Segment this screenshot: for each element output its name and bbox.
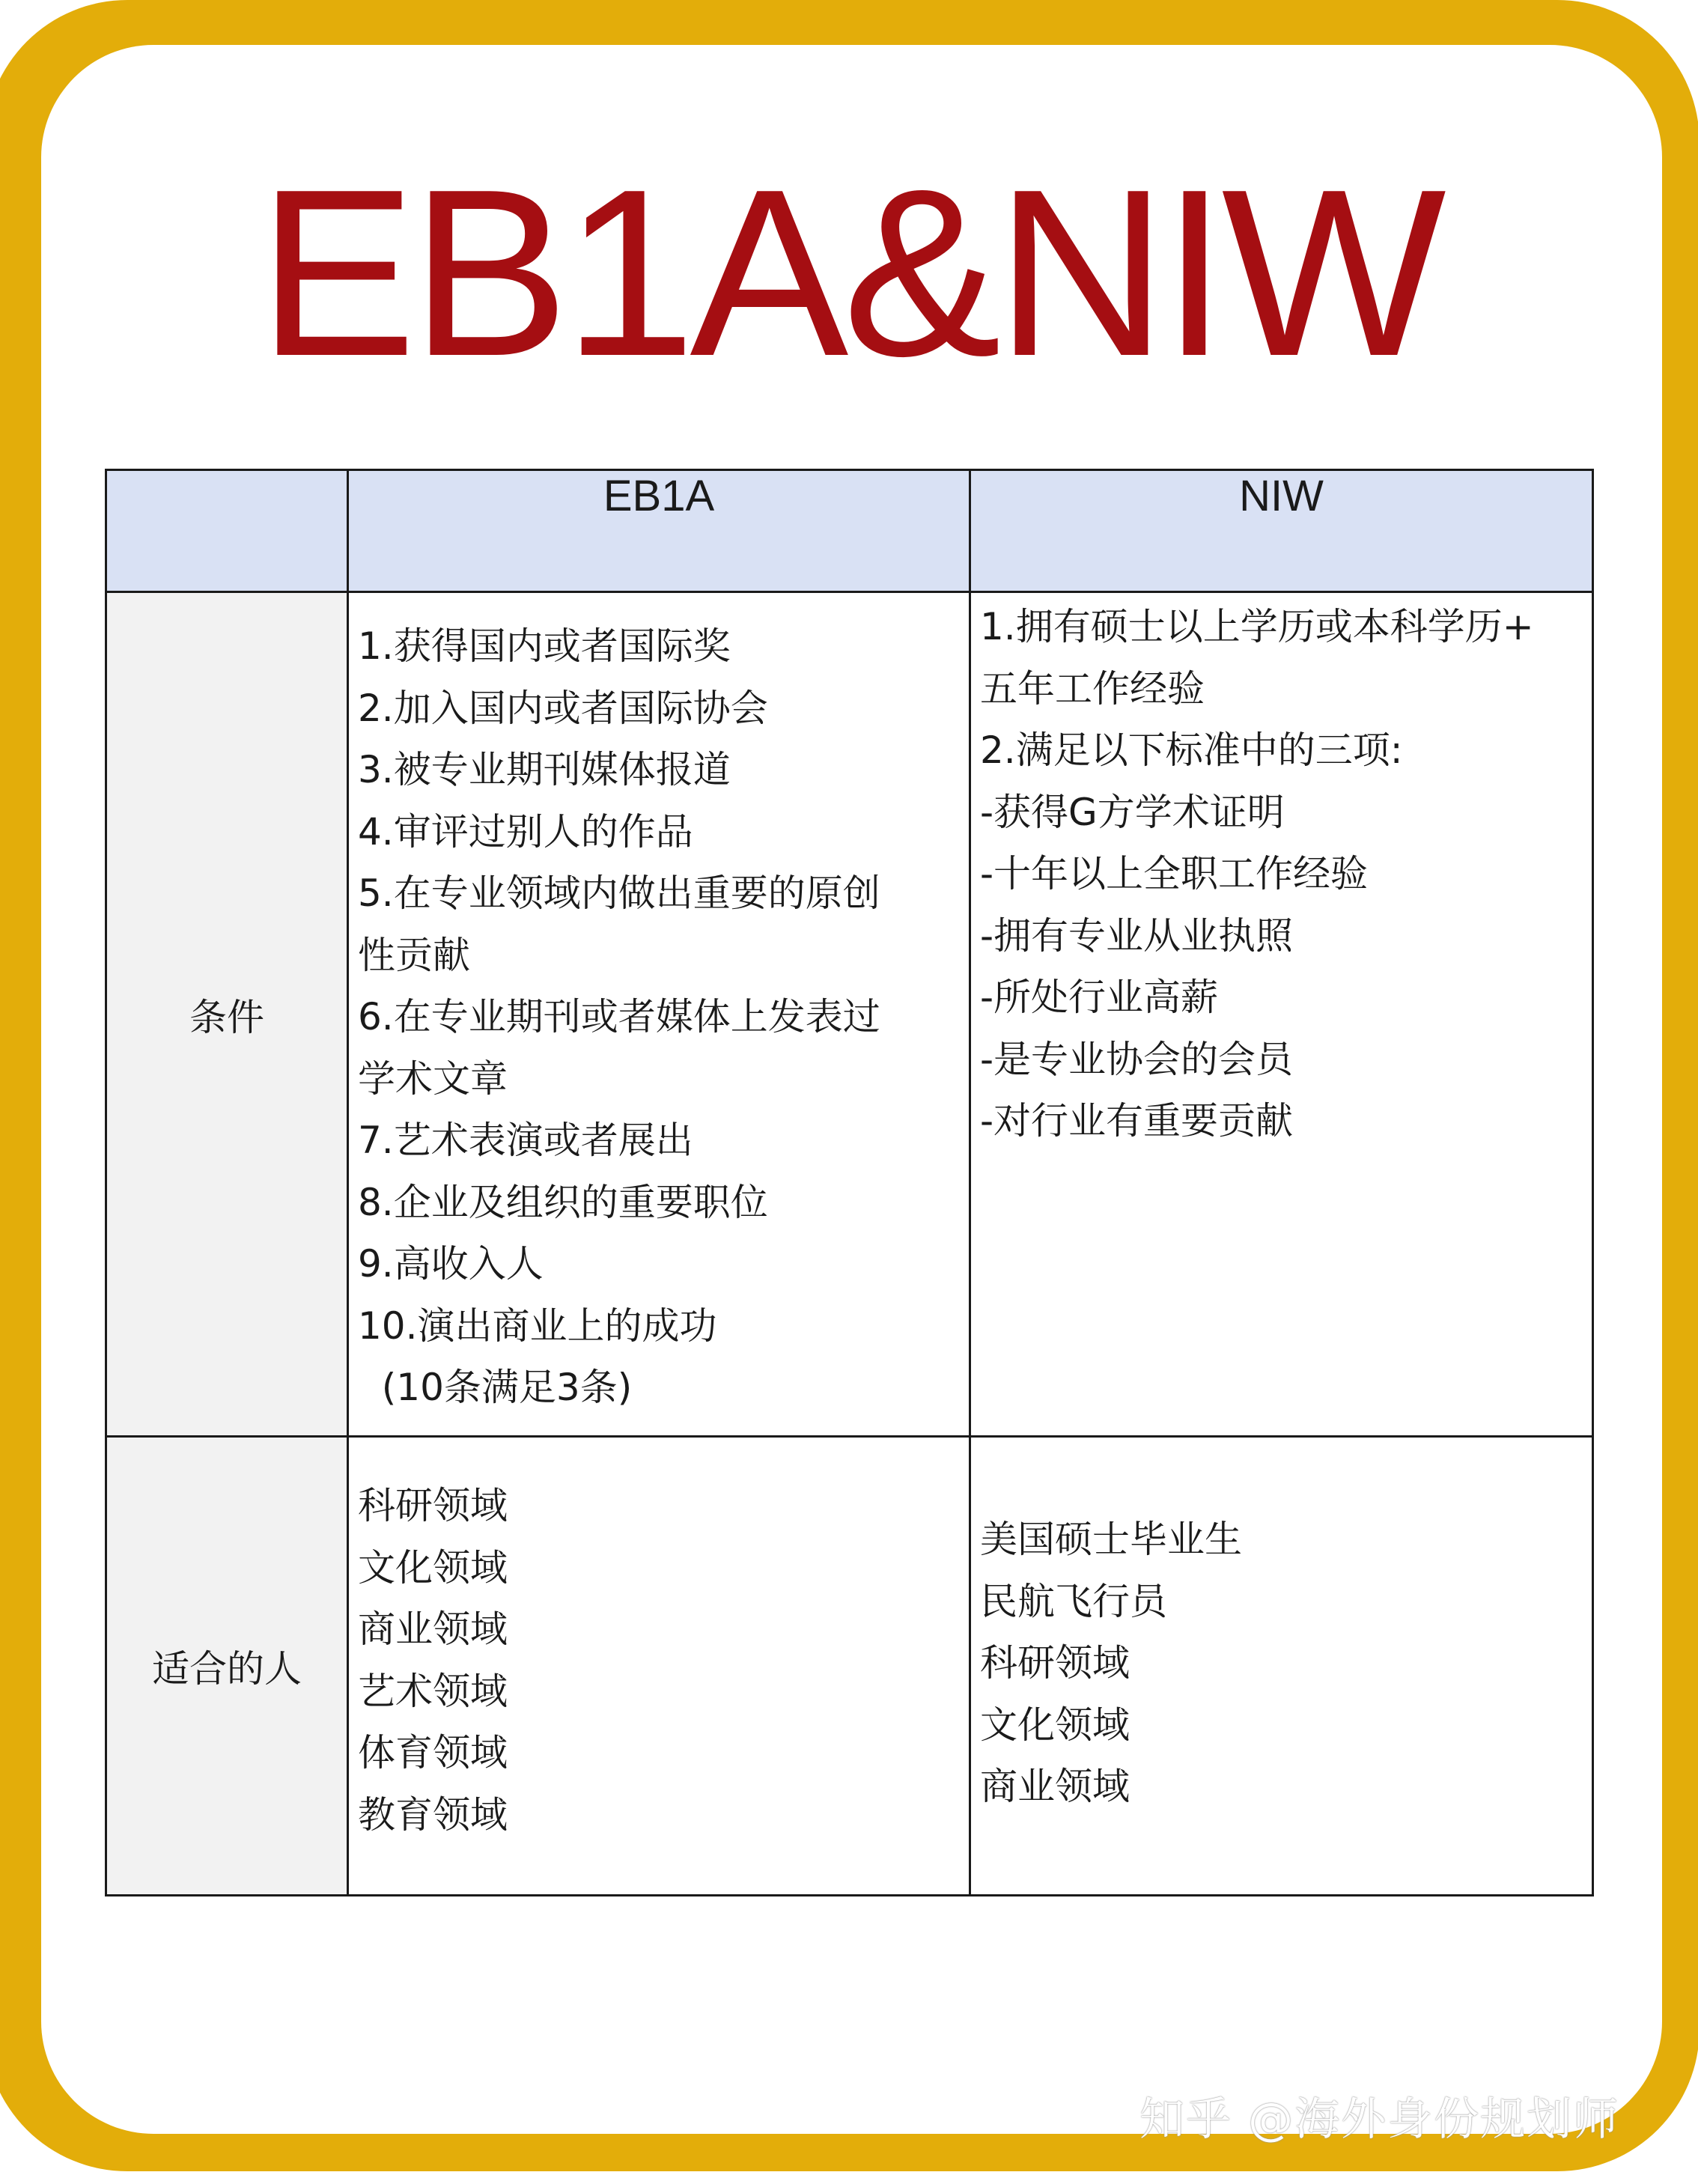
conditions-niw-cell xyxy=(970,592,1593,1437)
list-item: (10条满足3条) xyxy=(358,1366,633,1409)
list-item: -是专业协会的会员 xyxy=(980,1037,1294,1081)
list-item: 美国硕士毕业生 xyxy=(980,1518,1242,1561)
list-item: 科研领域 xyxy=(358,1484,508,1527)
list-item: 体育领域 xyxy=(358,1731,508,1774)
list-item: 五年工作经验 xyxy=(980,666,1205,711)
list-item: -所处行业高薪 xyxy=(980,976,1219,1019)
watermark: 知乎 @海外身份规划师 xyxy=(1139,2093,1620,2146)
row-label-suitable-people: 适合的人 xyxy=(106,1437,348,1896)
list-item: -对行业有重要贡献 xyxy=(980,1099,1294,1143)
suitable-niw-cell xyxy=(970,1437,1593,1896)
header-cell-niw: NIW xyxy=(970,470,1593,592)
list-item: 3.被专业期刊媒体报道 xyxy=(358,748,731,791)
list-item: 文化领域 xyxy=(358,1545,508,1590)
list-item: -拥有专业从业执照 xyxy=(980,913,1294,958)
list-item: 学术文章 xyxy=(358,1056,508,1101)
list-item: -十年以上全职工作经验 xyxy=(980,852,1369,895)
comparison-table xyxy=(105,469,1594,1896)
list-item: 教育领域 xyxy=(358,1792,508,1837)
header-row xyxy=(106,470,1593,592)
list-item: 10.演出商业上的成功 xyxy=(358,1304,717,1348)
list-item: 5.在专业领域内做出重要的原创 xyxy=(358,872,880,915)
list-item: 4.审评过别人的作品 xyxy=(358,809,693,854)
header-cell-empty xyxy=(106,470,348,592)
row-label-conditions: 条件 xyxy=(106,592,348,1437)
list-item: 性贡献 xyxy=(358,933,470,977)
conditions-eb1a-cell xyxy=(348,592,970,1437)
list-item: 8.企业及组织的重要职位 xyxy=(358,1180,768,1224)
list-item: 7.艺术表演或者展出 xyxy=(358,1119,693,1162)
list-item: 艺术领域 xyxy=(358,1669,508,1713)
list-item: -获得G方学术证明 xyxy=(980,790,1285,834)
list-item: 2.加入国内或者国际协会 xyxy=(358,686,768,730)
list-item: 6.在专业期刊或者媒体上发表过 xyxy=(358,995,880,1038)
suitable-eb1a-cell xyxy=(348,1437,970,1896)
list-item: 1.拥有硕士以上学历或本科学历+ xyxy=(980,605,1534,648)
list-item: 2.满足以下标准中的三项: xyxy=(980,728,1403,772)
page-title: EB1A&NIW xyxy=(258,140,1440,406)
list-item: 科研领域 xyxy=(980,1641,1130,1685)
list-item: 1.获得国内或者国际奖 xyxy=(358,624,731,668)
list-item: 文化领域 xyxy=(980,1703,1130,1747)
header-cell-eb1a: EB1A xyxy=(348,470,970,592)
table-row-conditions xyxy=(106,592,1593,1437)
list-item: 民航飞行员 xyxy=(980,1579,1167,1623)
list-item: 商业领域 xyxy=(980,1765,1130,1808)
table-row-suitable-people xyxy=(106,1437,1593,1896)
list-item: 9.高收入人 xyxy=(358,1242,544,1286)
list-item: 商业领域 xyxy=(358,1607,508,1651)
